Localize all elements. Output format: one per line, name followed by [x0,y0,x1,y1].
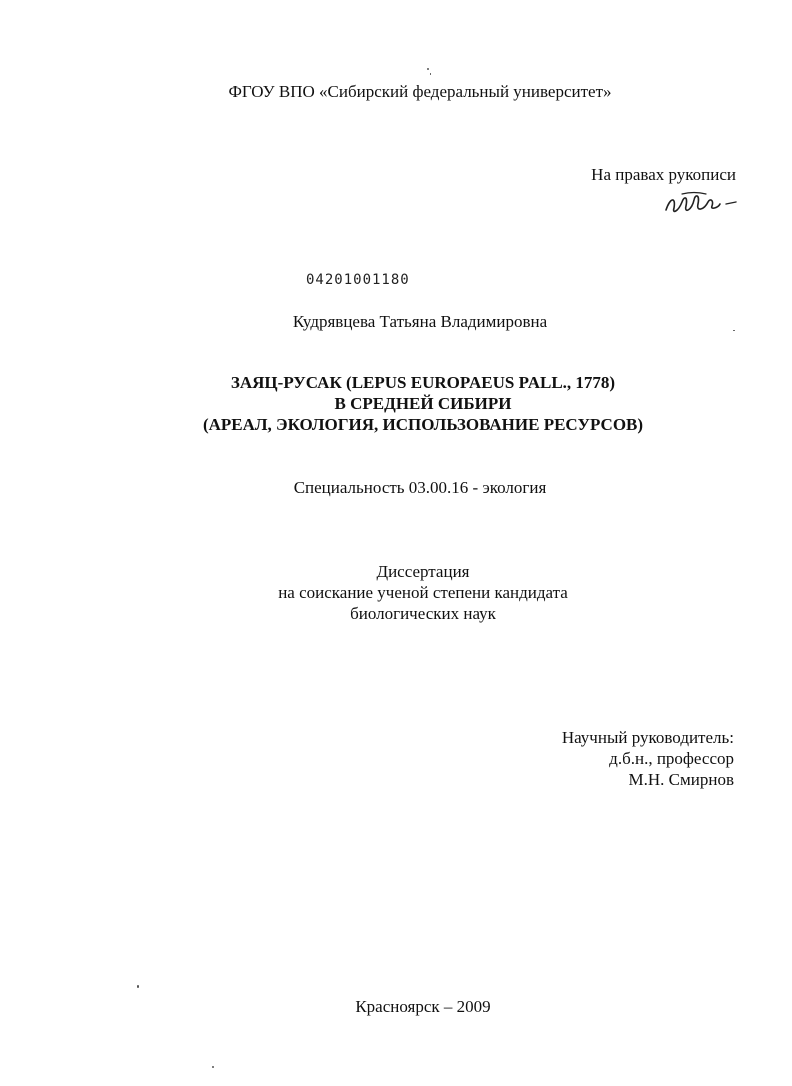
title-line-1: ЗАЯЦ-РУСАК (LEPUS EUROPAEUS PALL., 1778) [230,373,616,392]
supervisor-degree: д.б.н., профессор [609,749,734,768]
title-line-3: (АРЕАЛ, ЭКОЛОГИЯ, ИСПОЛЬЗОВАНИЕ РЕСУРСОВ) [202,415,644,434]
scan-speck [733,330,735,331]
specialty: Специальность 03.00.16 - экология [293,478,547,497]
degree-line-2: на соискание ученой степени кандидата [278,583,568,602]
supervisor-label: Научный руководитель: [561,728,734,747]
degree-line-1: Диссертация [376,562,470,581]
scan-speck [427,68,429,70]
supervisor-name: М.Н. Смирнов [628,770,734,789]
institution-name: ФГОУ ВПО «Сибирский федеральный университет» [228,82,612,101]
scan-speck [212,1066,214,1068]
supervisor-block [562,727,734,790]
library-code: 04201001180 [306,272,410,288]
dissertation-degree [0,561,792,624]
degree-line-3: биологических наук [350,604,496,623]
title-line-2: В СРЕДНЕЙ СИБИРИ [334,394,512,413]
city-year: Красноярск – 2009 [355,997,491,1016]
dissertation-title [0,372,792,435]
rights-note: На правах рукописи [591,165,736,184]
handwritten-signature [662,188,742,218]
author-name: Кудрявцева Татьяна Владимировна [292,312,548,331]
scan-speck [430,73,431,75]
scan-speck [137,985,139,988]
